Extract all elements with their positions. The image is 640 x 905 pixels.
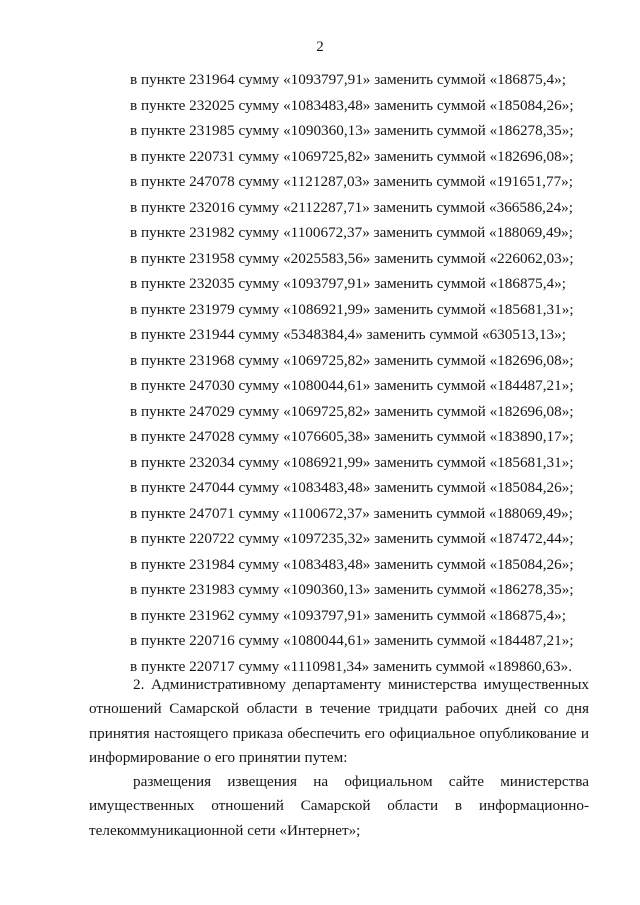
amendment-line: в пункте 231958 сумму «2025583,56» заменить суммой «226062,03»; <box>130 249 574 267</box>
paragraph-website-posting: размещения извещения на официальном сайте министерства имущественных отношений Самарской области в информационно-телекоммуникационной сети «Интернет»; <box>89 773 589 839</box>
amendment-line: в пункте 231983 сумму «1090360,13» заменить суммой «186278,35»; <box>130 581 574 598</box>
amendment-line: в пункте 231979 сумму «1086921,99» заменить суммой «185681,31»; <box>130 300 574 318</box>
amendment-line: в пункте 231985 сумму «1090360,13» заменить суммой «186278,35»; <box>130 122 574 139</box>
amendment-line: в пункте 231944 сумму «5348384,4» заменить суммой «630513,13»; <box>130 326 566 343</box>
paragraph-publication-order: 2. Административному департаменту министерства имущественных отношений Самарской области в течение тридцати рабочих дней со дня принятия настоящего приказа обеспечить его официальное опубликование и информирование о его принятии путем: <box>89 676 589 767</box>
amendment-line: в пункте 231968 сумму «1069725,82» заменить суммой «182696,08»; <box>130 351 574 369</box>
amendment-line: в пункте 232034 сумму «1086921,99» заменить суммой «185681,31»; <box>130 453 574 471</box>
amendment-line: в пункте 247029 сумму «1069725,82» заменить суммой «182696,08»; <box>130 402 574 420</box>
amendment-line: в пункте 231962 сумму «1093797,91» заменить суммой «186875,4»; <box>130 606 566 624</box>
amendment-line: в пункте 247044 сумму «1083483,48» заменить суммой «185084,26»; <box>130 479 574 496</box>
amendment-line: в пункте 220731 сумму «1069725,82» заменить суммой «182696,08»; <box>130 147 574 165</box>
amendment-line: в пункте 232035 сумму «1093797,91» заменить суммой «186875,4»; <box>130 275 566 292</box>
amendment-line: в пункте 231984 сумму «1083483,48» заменить суммой «185084,26»; <box>130 555 574 573</box>
amendment-line: в пункте 247078 сумму «1121287,03» заменить суммой «191651,77»; <box>130 173 573 190</box>
amendment-line: в пункте 232025 сумму «1083483,48» заменить суммой «185084,26»; <box>130 96 574 114</box>
amendment-line: в пункте 247030 сумму «1080044,61» заменить суммой «184487,21»; <box>130 377 574 394</box>
amendment-line: в пункте 220716 сумму «1080044,61» заменить суммой «184487,21»; <box>130 632 574 649</box>
amendment-line: в пункте 231964 сумму «1093797,91» заменить суммой «186875,4»; <box>130 71 566 88</box>
amendment-line: в пункте 231982 сумму «1100672,37» заменить суммой «188069,49»; <box>130 224 573 241</box>
amendment-line: в пункте 220717 сумму «1110981,34» заменить суммой «189860,63». <box>130 657 572 675</box>
amendment-line: в пункте 247028 сумму «1076605,38» заменить суммой «183890,17»; <box>130 428 574 445</box>
amendment-line: в пункте 220722 сумму «1097235,32» заменить суммой «187472,44»; <box>130 530 574 547</box>
amendment-line: в пункте 247071 сумму «1100672,37» заменить суммой «188069,49»; <box>130 504 573 522</box>
page-number: 2 <box>316 39 324 55</box>
amendment-line: в пункте 232016 сумму «2112287,71» заменить суммой «366586,24»; <box>130 198 573 216</box>
